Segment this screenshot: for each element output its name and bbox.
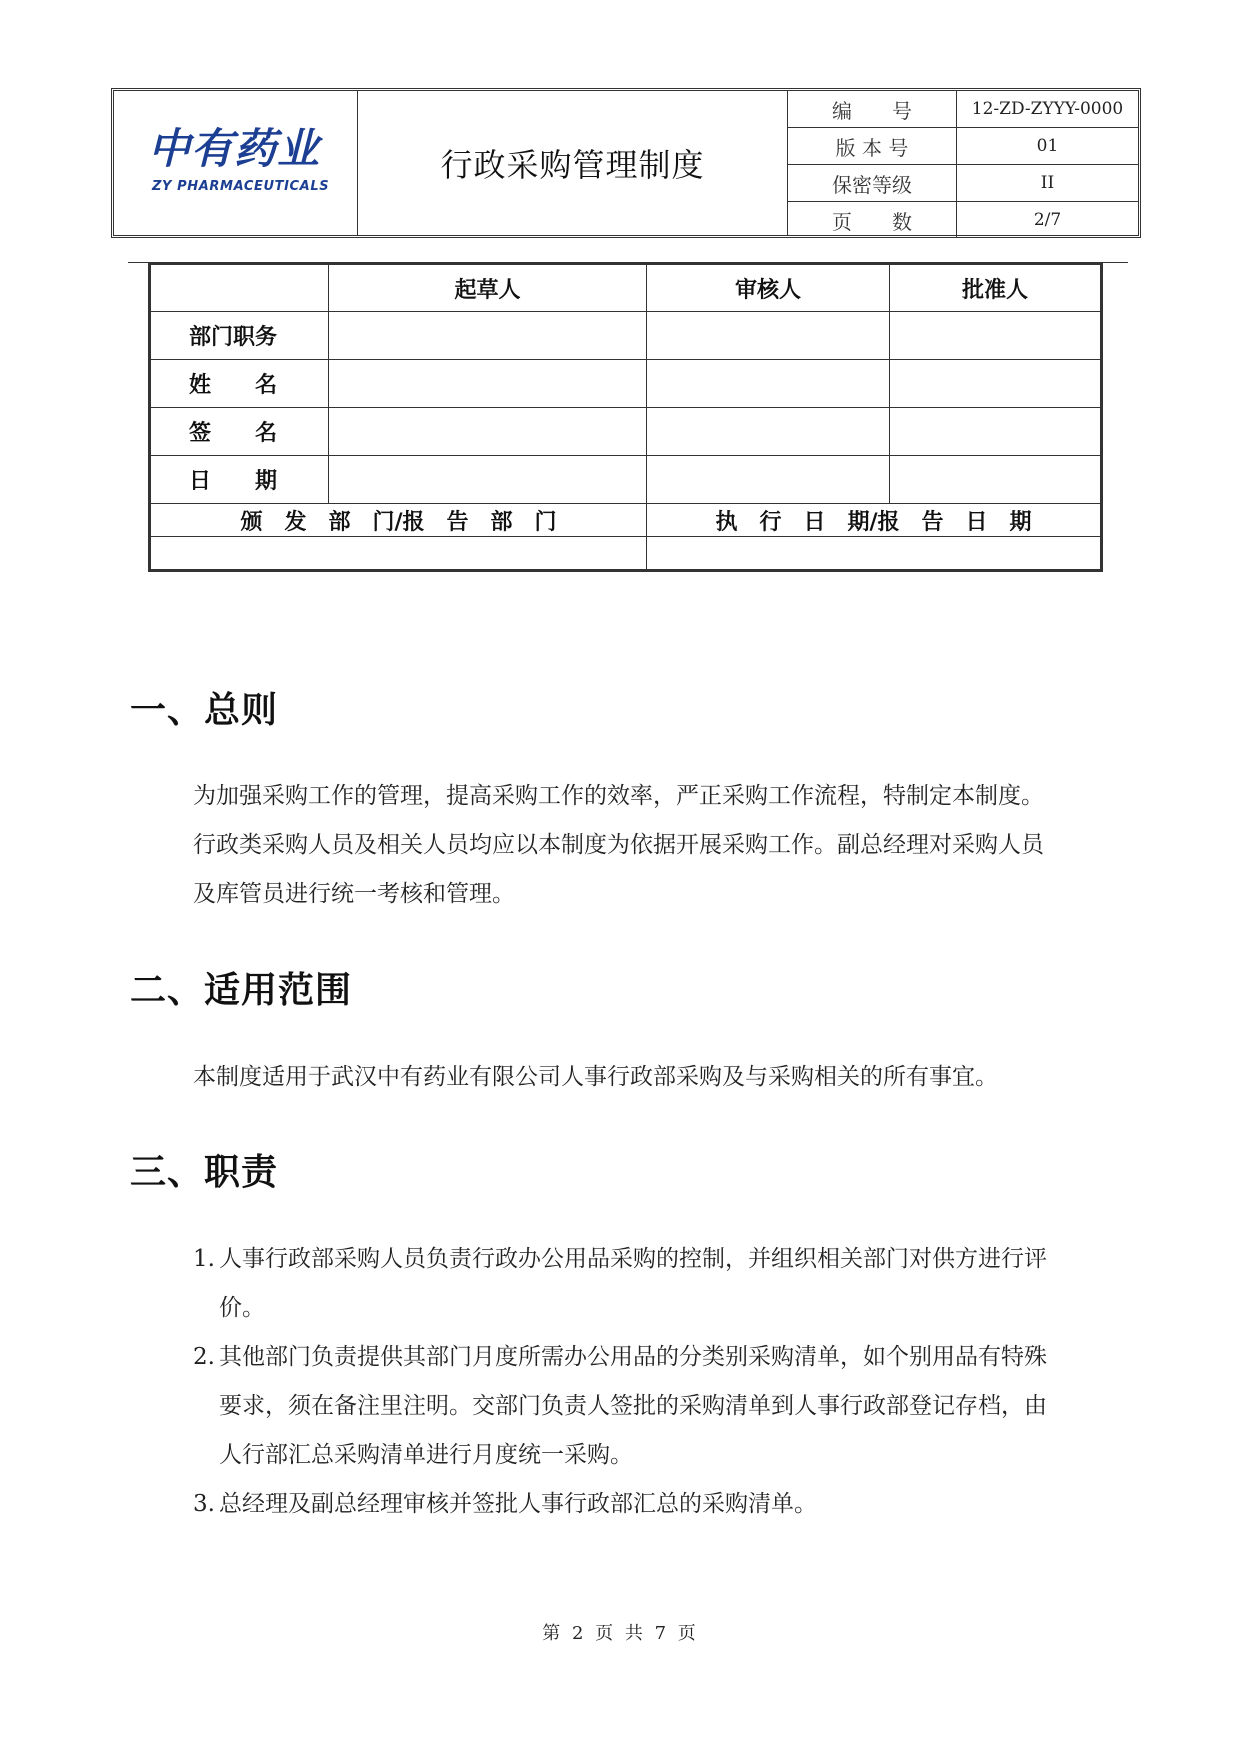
approver-signature-cell[interactable]: [890, 408, 1101, 456]
duty-number: 3.: [193, 1491, 215, 1517]
duty-item-1: [193, 1235, 1123, 1333]
meta-key-pages: 页 数: [788, 202, 957, 239]
section-scope-title: 二、适用范围: [130, 970, 353, 1011]
document-meta: [788, 91, 1138, 235]
section-general-body: [193, 772, 1123, 919]
document-title: 行政采购管理制度: [358, 91, 788, 235]
section-scope-body: [193, 1053, 1123, 1102]
meta-value-version: 01: [957, 128, 1139, 165]
section-duties-title: 三、职责: [130, 1152, 279, 1193]
meta-value-security: II: [957, 165, 1139, 202]
col-header-drafter: 起草人: [329, 265, 647, 312]
duty-item-3: [193, 1480, 1123, 1529]
row-label-department: 部门职务: [151, 312, 329, 360]
approval-table: [148, 262, 1103, 572]
approver-name-cell[interactable]: [890, 360, 1101, 408]
page-footer: 第 2 页 共 7 页: [542, 1623, 699, 1644]
meta-key-number: 编 号: [788, 91, 957, 128]
drafter-department-cell[interactable]: [329, 312, 647, 360]
effective-date-label: 执 行 日 期/报 告 日 期: [647, 504, 1101, 537]
duty-number: 1.: [193, 1246, 215, 1272]
drafter-date-cell[interactable]: [329, 456, 647, 504]
company-logo: [114, 91, 358, 235]
approval-corner-cell: [151, 265, 329, 312]
row-label-signature: 签 名: [151, 408, 329, 456]
logo-cn-text: 中有药业: [148, 124, 321, 173]
issuing-department-label: 颁 发 部 门/报 告 部 门: [151, 504, 647, 537]
reviewer-date-cell[interactable]: [647, 456, 890, 504]
duty-line: 总经理及副总经理审核并签批人事行政部汇总的采购清单。: [219, 1491, 817, 1517]
drafter-signature-cell[interactable]: [329, 408, 647, 456]
duty-line: 价。: [219, 1295, 265, 1321]
reviewer-name-cell[interactable]: [647, 360, 890, 408]
issuing-department-value[interactable]: [151, 537, 647, 570]
duty-line: 人行部汇总采购清单进行月度统一采购。: [219, 1442, 633, 1468]
document-header: [111, 88, 1141, 238]
meta-value-pages: 2/7: [1033, 210, 1062, 230]
meta-key-security: 保密等级: [788, 165, 957, 202]
reviewer-signature-cell[interactable]: [647, 408, 890, 456]
reviewer-department-cell[interactable]: [647, 312, 890, 360]
scope-line-1: 本制度适用于武汉中有药业有限公司人事行政部采购及与采购相关的所有事宜。: [193, 1064, 998, 1090]
section-general-title: 一、总则: [130, 690, 279, 731]
general-line-2: 行政类采购人员及相关人员均应以本制度为依据开展采购工作。副总经理对采购人员: [193, 832, 1044, 858]
meta-value-number: 12-ZD-ZYYY-0000: [957, 91, 1139, 128]
approver-date-cell[interactable]: [890, 456, 1101, 504]
duty-line: 其他部门负责提供其部门月度所需办公用品的分类别采购清单，如个别用品有特殊: [219, 1344, 1047, 1370]
approver-department-cell[interactable]: [890, 312, 1101, 360]
col-header-approver: 批准人: [890, 265, 1101, 312]
row-label-date: 日 期: [151, 456, 329, 504]
duty-number: 2.: [193, 1344, 215, 1370]
duty-line: 要求，须在备注里注明。交部门负责人签批的采购清单到人事行政部登记存档，由: [219, 1393, 1047, 1419]
general-line-3: 及库管员进行统一考核和管理。: [193, 881, 515, 907]
duties-list: [193, 1235, 1123, 1529]
logo-en-text: ZY PHARMACEUTICALS: [152, 179, 330, 194]
meta-key-version: 版 本 号: [788, 128, 957, 165]
drafter-name-cell[interactable]: [329, 360, 647, 408]
row-label-name: 姓 名: [151, 360, 329, 408]
col-header-reviewer: 审核人: [647, 265, 890, 312]
general-line-1: 为加强采购工作的管理，提高采购工作的效率，严正采购工作流程，特制定本制度。: [193, 783, 1044, 809]
effective-date-value[interactable]: [647, 537, 1101, 570]
duty-line: 人事行政部采购人员负责行政办公用品采购的控制，并组织相关部门对供方进行评: [219, 1246, 1047, 1272]
duty-item-2: [193, 1333, 1123, 1480]
